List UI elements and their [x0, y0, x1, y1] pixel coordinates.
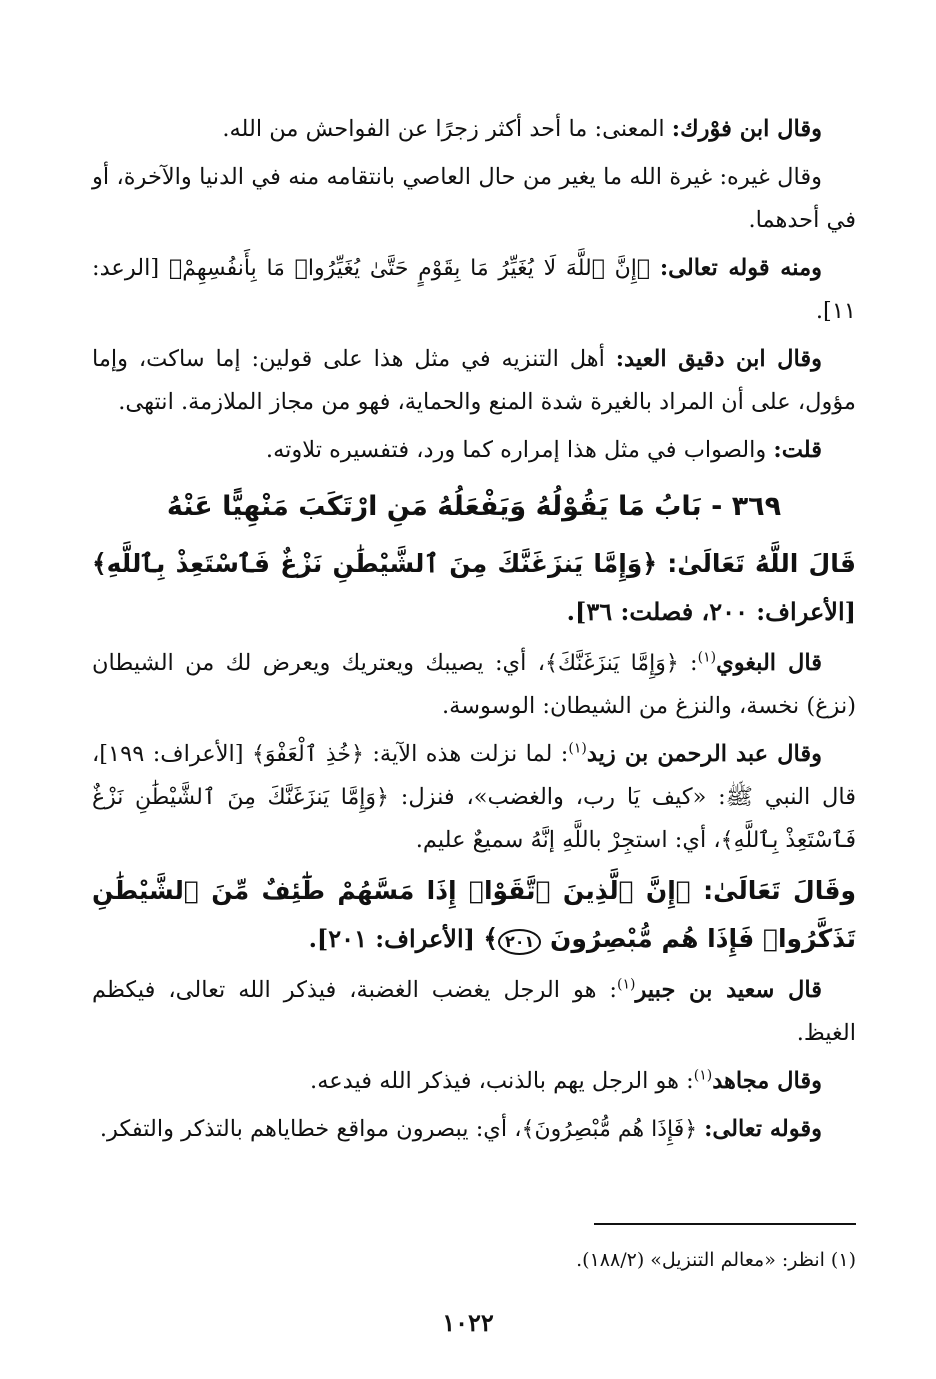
paragraph-text: ، أي: يصيبك ويعتريك ويعرض لك من الشيطان (نزغ) نخسة، والنزغ من الشيطان: الوسوسة. — [92, 650, 856, 719]
paragraph-verse-rad — [92, 247, 856, 333]
paragraph-said-ibn-jubair — [92, 969, 856, 1055]
speaker-label: وقوله تعالى: — [704, 1116, 822, 1142]
page-number: ١٠٢٢ — [442, 1308, 494, 1337]
speaker-label: قلت: — [773, 437, 822, 463]
speaker-label: قال سعيد بن جبير — [635, 977, 822, 1003]
quran-verse: ﴿إِنَّ ٱللَّهَ لَا يُغَيِّرُ مَا بِقَوْمٍ حَتَّىٰ يُغَيِّرُوا۟ مَا بِأَنفُسِهِمْ﴾ — [169, 256, 660, 281]
speaker-label: وقال عبد الرحمن بن زيد — [586, 741, 823, 767]
quran-verse: ﴿فَإِذَا هُم مُّبْصِرُونَ﴾ — [521, 1117, 705, 1142]
quran-bracket: ﴾ — [483, 924, 498, 953]
quran-verse: ﴿وَإِمَّا يَنزَغَنَّكَ﴾ — [544, 651, 679, 676]
verse-number-ornament: ٢٠١ — [498, 929, 541, 955]
verse-reference: [الأعراف: ٢٠٠، فصلت: ٣٦]. — [566, 597, 856, 626]
paragraph-text: وقال غيره: غيرة الله ما يغير من حال العاصي بانتقامه منه في الدنيا والآخرة، أو في أحدهما. — [92, 164, 856, 233]
paragraph-text: [الأعراف: ١٩٩]، قال النبي ﷺ: «كيف يَا رب، والغضب»، فنزل: — [92, 741, 856, 810]
paragraph-ibn-zaid — [92, 733, 856, 862]
footnote-marker: (١) — [617, 976, 636, 993]
paragraph-other-opinion — [92, 156, 856, 242]
paragraph-baghawi — [92, 642, 856, 728]
paragraph-ibn-furak — [92, 108, 856, 151]
paragraph-text: المعنى: ما أحد أكثر زجرًا عن الفواحش من الله. — [222, 116, 672, 142]
footnote-divider — [594, 1223, 856, 1225]
paragraph-text: : هو الرجل يهم بالذنب، فيذكر الله فيدعه. — [310, 1068, 694, 1094]
page-body — [92, 108, 856, 1156]
verse-block-araf-200 — [92, 540, 856, 636]
paragraph-author-note — [92, 429, 856, 472]
paragraph-text: والصواب في مثل هذا إمراره كما ورد، فتفسيره تلاوته. — [265, 437, 774, 463]
speaker-label: وقال ابن فوْرك: — [671, 116, 822, 142]
footnote-marker: (١) — [697, 649, 717, 666]
footnote-marker: (١) — [693, 1067, 713, 1084]
paragraph-mujahid — [92, 1060, 856, 1103]
paragraph-text: أهل التنزيه في مثل هذا على قولين: إما ساكت، وإما مؤول، على أن المراد بالغيرة شدة المنع والحماية، فهو من مجاز الملازمة. انتهى. — [92, 346, 856, 415]
speaker-label: وقال ابن دقيق العيد: — [615, 346, 822, 372]
verse-reference: [الرعد: ١١]. — [92, 255, 856, 324]
paragraph-text: : هو الرجل يغضب الغضبة، فيذكر الله تعالى، فيكظم الغيظ. — [92, 977, 856, 1046]
chapter-heading: ٣٦٩ - بَابُ مَا يَقُوْلُهُ وَيَفْعَلُهُ مَنِ ارْتَكَبَ مَنْهِيًّا عَنْهُ — [166, 491, 782, 522]
quran-verse: قَالَ اللَّهُ تَعَالَىٰ: ﴿وَإِمَّا يَنزَغَنَّكَ مِنَ ٱلشَّيْطَٰنِ نَزْغٌ فَٱسْتَعِذْ بِٱللَّهِ﴾ — [92, 549, 856, 578]
verse-reference: [الأعراف: ٢٠١]. — [308, 924, 484, 953]
quran-verse: ﴿وَإِمَّا يَنزَغَنَّكَ مِنَ ٱلشَّيْطَٰنِ نَزْغٌ فَٱسْتَعِذْ بِٱللَّهِ﴾ — [92, 785, 856, 853]
paragraph-text: : لما نزلت هذه الآية: — [363, 741, 569, 767]
verse-block-araf-201 — [92, 867, 856, 963]
speaker-label: وقال مجاهد — [712, 1068, 822, 1094]
quran-verse: ﴿خُذِ ٱلْعَفْوَ﴾ — [252, 742, 364, 767]
speaker-label: قال البغوي — [716, 650, 823, 676]
speaker-label: ومنه قوله تعالى: — [659, 255, 822, 281]
footnote-marker: (١) — [568, 740, 587, 757]
paragraph-text: ، أي: يبصرون مواقع خطاياهم بالتذكر والتفكر. — [99, 1116, 522, 1142]
quran-verse: وقَالَ تَعَالَىٰ: ﴿إِنَّ ٱلَّذِينَ ٱتَّقَوْا۟ إِذَا مَسَّهُمْ طَٰٓئِفٌ مِّنَ ٱلشَّيْطَٰنِ تَذَكَّرُوا۟ فَإِذَا هُم مُّبْصِرُونَ — [92, 876, 856, 953]
footnote: (١) انظر: «معالم التنزيل» (١٨٨/٢). — [576, 1249, 856, 1271]
paragraph-ibn-daqiq — [92, 338, 856, 424]
colon: : — [678, 650, 698, 676]
paragraph-mubsirun — [92, 1108, 856, 1151]
paragraph-text: ، أي: استجِرْ باللَّهِ إنَّهُ سميعٌ عليم. — [415, 827, 721, 853]
